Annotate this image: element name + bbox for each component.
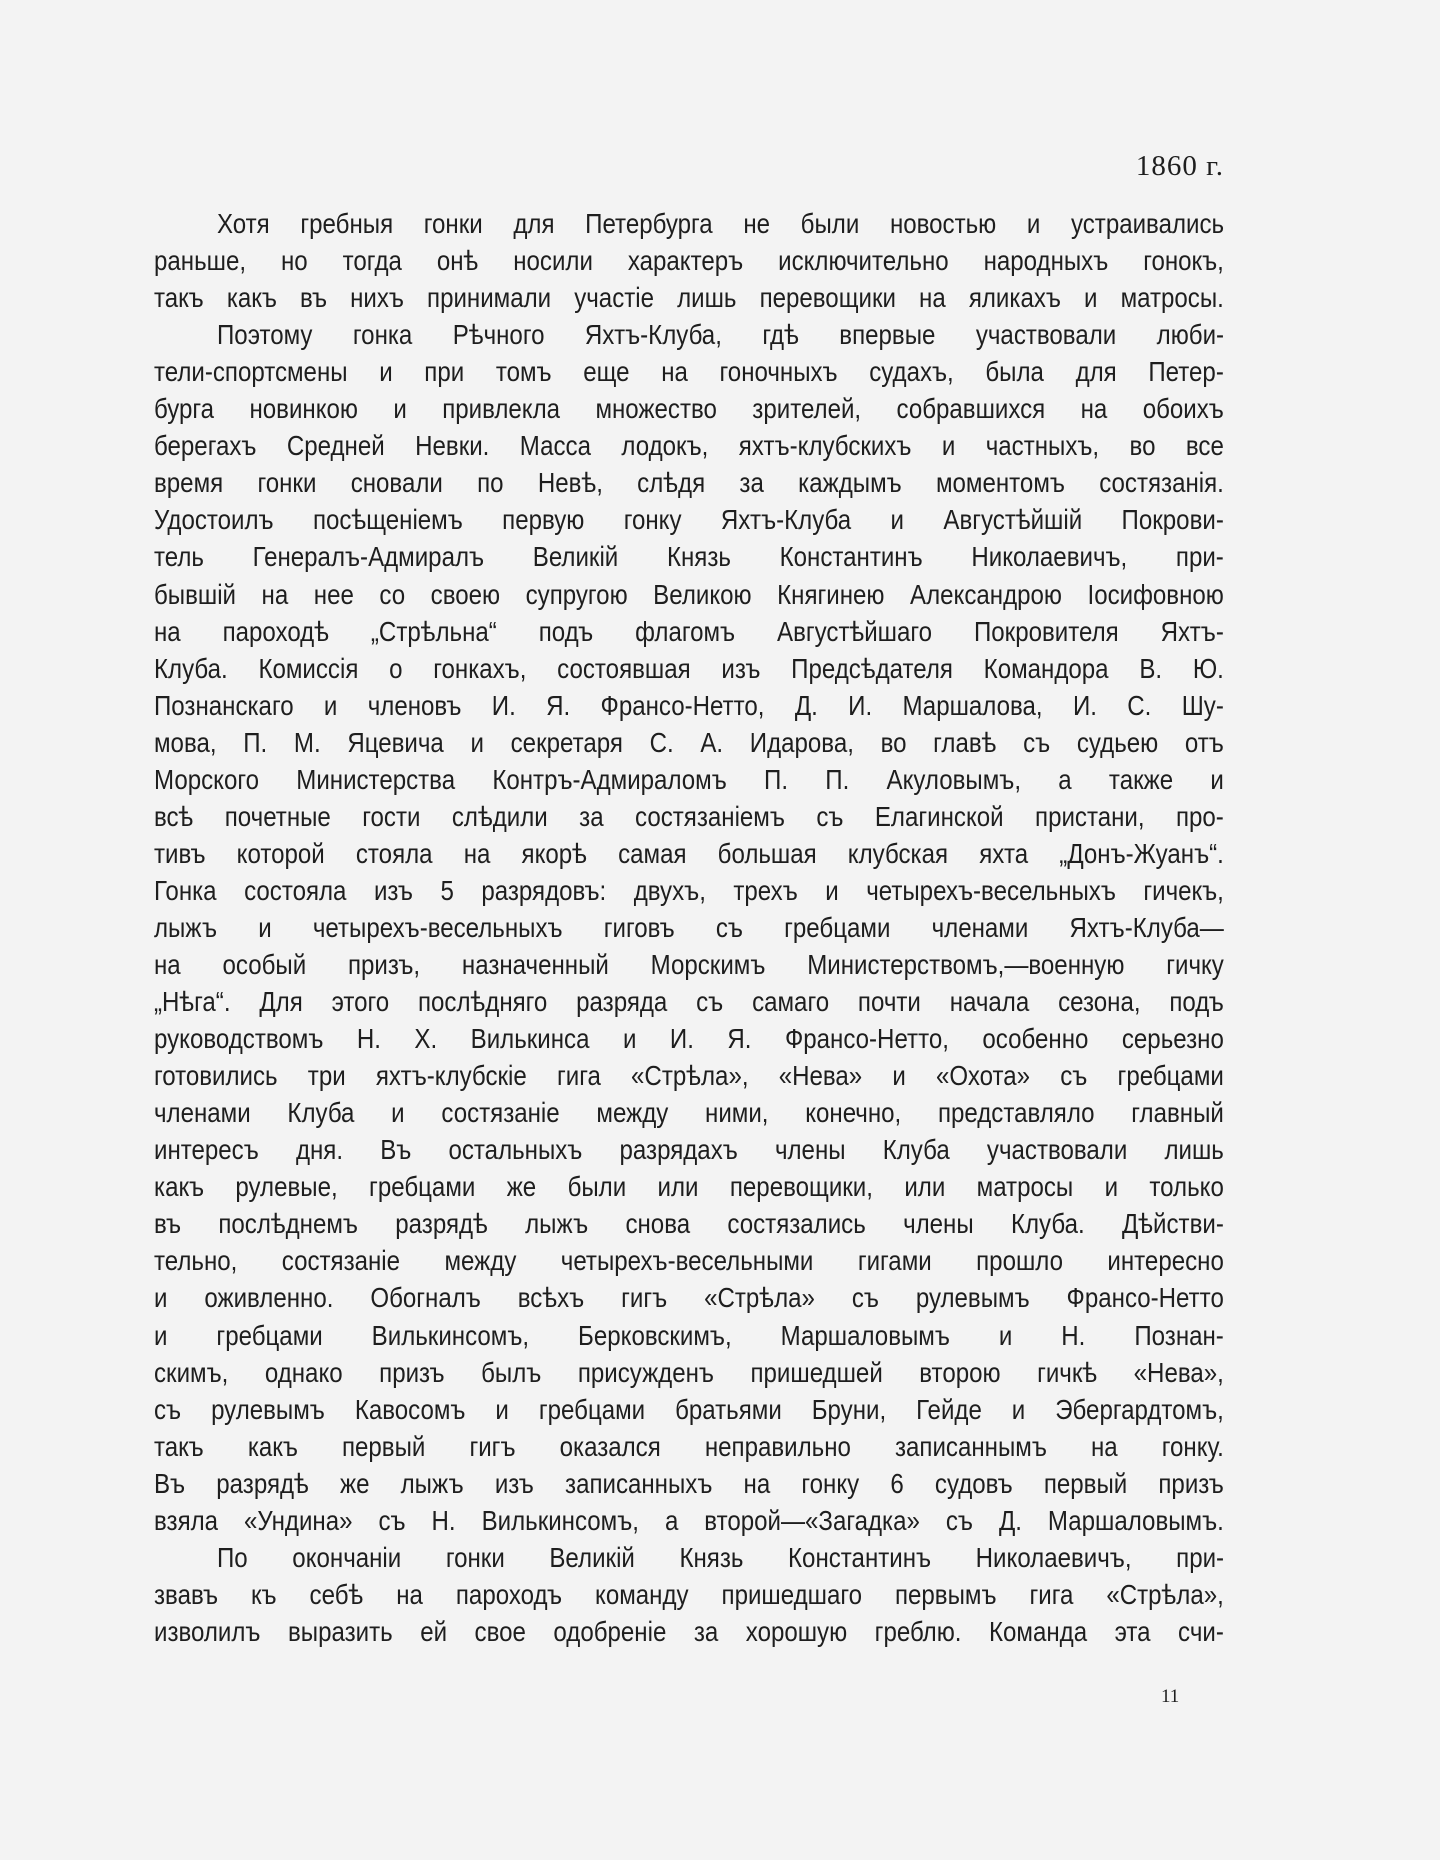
text-line: тивъ которой стояла на якорѣ самая большая клубская яхта „Донъ-Жуанъ“. (154, 837, 1224, 869)
text-line: Поэтому гонка Рѣчного Яхтъ-Клуба, гдѣ впервые участвовали люби- (217, 319, 1225, 351)
text-line: Познанскаго и членовъ И. Я. Франсо-Нетто, Д. И. Маршалова, И. С. Шу- (154, 689, 1224, 721)
text-line: бывшій на нее со своею супругою Великою Княгинею Александрою Іосифовною (154, 578, 1224, 610)
text-line: Удостоилъ посѣщеніемъ первую гонку Яхтъ-Клуба и Августѣйшій Покрови- (154, 504, 1224, 536)
text-line: тельно, состязаніе между четырехъ-весельными гигами прошло интересно (154, 1245, 1224, 1277)
text-line: Гонка состояла изъ 5 разрядовъ: двухъ, трехъ и четырехъ-весельныхъ гичекъ, (154, 874, 1224, 906)
text-line: съ рулевымъ Кавосомъ и гребцами братьями Бруни, Гейде и Эбергардтомъ, (154, 1393, 1224, 1425)
text-line: берегахъ Средней Невки. Масса лодокъ, яхтъ-клубскихъ и частныхъ, во все (154, 430, 1224, 462)
text-line: такъ какъ первый гигъ оказался неправильно записаннымъ на гонку. (154, 1430, 1224, 1462)
text-line: и оживленно. Обогналъ всѣхъ гигъ «Стрѣла» съ рулевымъ Франсо-Нетто (154, 1282, 1224, 1314)
text-line: изволилъ выразить ей свое одобреніе за хорошую греблю. Команда эта счи- (154, 1615, 1224, 1647)
text-line: членами Клуба и состязаніе между ними, конечно, представляло главный (154, 1097, 1224, 1129)
text-line: на особый призъ, назначенный Морскимъ Министерствомъ,—военную гичку (154, 949, 1224, 980)
text-line: лыжъ и четырехъ-весельныхъ гиговъ съ гребцами членами Яхтъ-Клуба— (154, 911, 1224, 943)
text-line: всѣ почетные гости слѣдили за состязаніемъ съ Елагинской пристани, про- (154, 800, 1224, 832)
text-line: какъ рулевые, гребцами же были или перевощики, или матросы и только (154, 1171, 1224, 1203)
text-line: раньше, но тогда онѣ носили характеръ исключительно народныхъ гонокъ, (154, 245, 1224, 277)
text-line: руководствомъ Н. Х. Вилькинса и И. Я. Франсо-Нетто, особенно серьезно (154, 1023, 1224, 1055)
text-line: Клуба. Комиссія о гонкахъ, состоявшая изъ Предсѣдателя Командора В. Ю. (154, 652, 1224, 684)
text-line: скимъ, однако призъ былъ присужденъ пришедшей второю гичкѣ «Нева», (154, 1356, 1224, 1388)
text-line: тель Генералъ-Адмиралъ Великій Князь Константинъ Николаевичъ, при- (154, 541, 1224, 573)
text-line: тели-спортсмены и при томъ еще на гоночныхъ судахъ, была для Петер- (154, 356, 1224, 388)
text-line: звавъ къ себѣ на пароходъ команду пришедшаго первымъ гига «Стрѣла», (154, 1578, 1224, 1610)
text-line: Хотя гребныя гонки для Петербурга не были новостью и устраивались (217, 208, 1225, 239)
text-line: готовились три яхтъ-клубскіе гига «Стрѣла», «Нева» и «Охота» съ гребцами (154, 1060, 1224, 1092)
text-line: Въ разрядѣ же лыжъ изъ записанныхъ на гонку 6 судовъ первый призъ (154, 1467, 1224, 1499)
text-line: Морского Министерства Контръ-Адмираломъ П. П. Акуловымъ, а также и (154, 763, 1224, 795)
text-line: въ послѣднемъ разрядѣ лыжъ снова состязались члены Клуба. Дѣйстви- (154, 1208, 1224, 1240)
text-line: на пароходѣ „Стрѣльна“ подъ флагомъ Августѣйшаго Покровителя Яхтъ- (154, 615, 1224, 647)
text-line: время гонки сновали по Невѣ, слѣдя за каждымъ моментомъ состязанія. (154, 467, 1224, 499)
page-header-year: 1860 г. (1135, 150, 1224, 182)
text-line: такъ какъ въ нихъ принимали участіе лишь перевощики на яликахъ и матросы. (154, 282, 1224, 314)
text-line: бурга новинкою и привлекла множество зрителей, собравшихся на обоихъ (154, 393, 1224, 425)
text-line: взяла «Ундина» съ Н. Вилькинсомъ, а второй—«Загадка» съ Д. Маршаловымъ. (154, 1504, 1224, 1536)
text-line: мова, П. М. Яцевича и секретаря С. А. Идарова, во главѣ съ судьею отъ (154, 726, 1224, 758)
page-number: 11 (1161, 1686, 1180, 1707)
text-line: „Нѣга“. Для этого послѣдняго разряда съ самаго почти начала сезона, подъ (154, 986, 1224, 1018)
text-line: интересъ дня. Въ остальныхъ разрядахъ члены Клуба участвовали лишь (154, 1134, 1224, 1166)
text-line: По окончаніи гонки Великій Князь Константинъ Николаевичъ, при- (217, 1541, 1225, 1573)
text-line: и гребцами Вилькинсомъ, Берковскимъ, Маршаловымъ и Н. Познан- (154, 1319, 1224, 1351)
